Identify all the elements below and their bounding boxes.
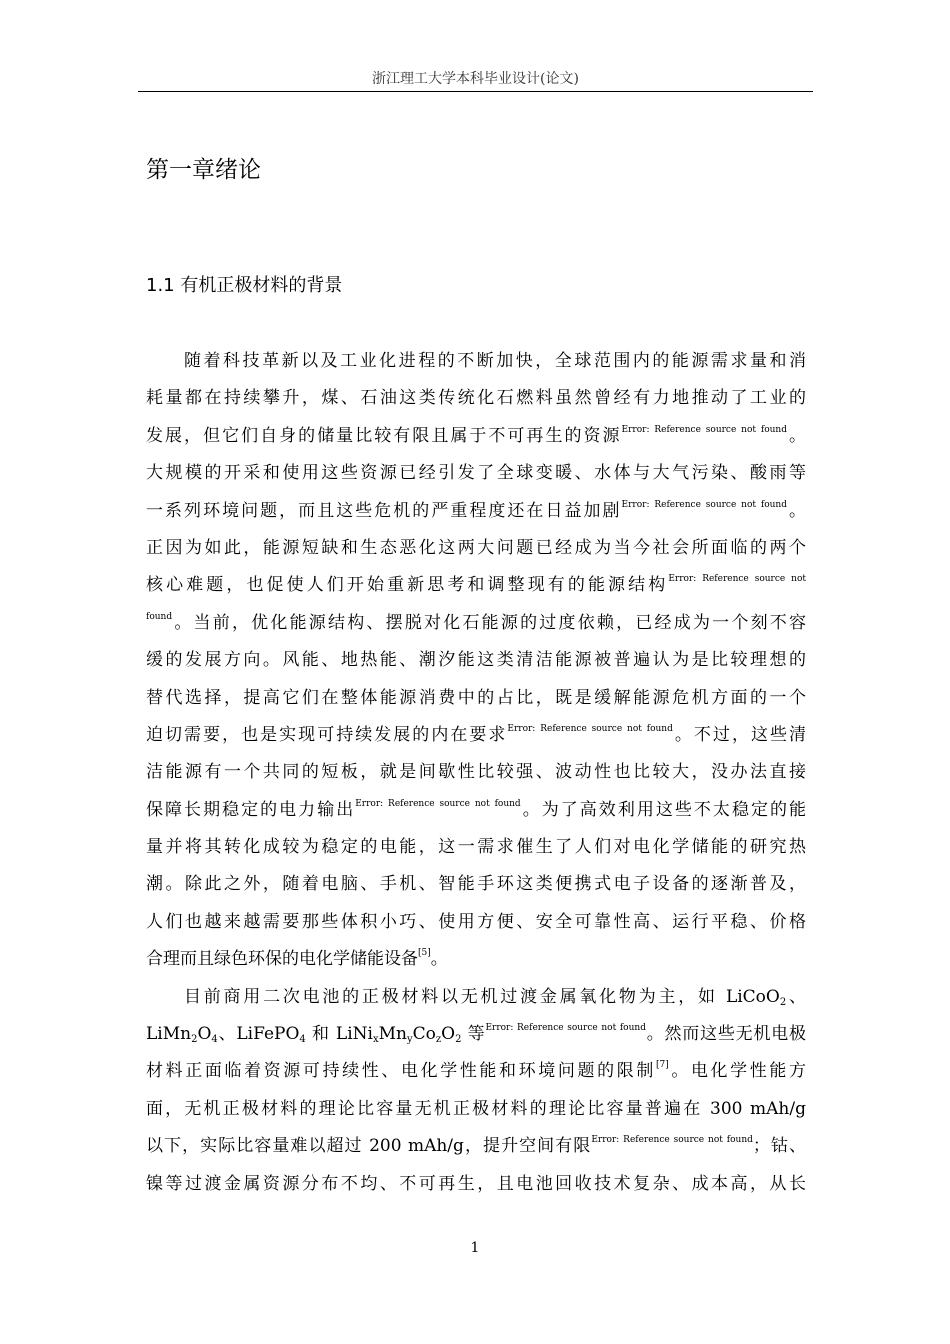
- citation: [7]: [655, 1060, 669, 1071]
- citation-error: Error: Reference source not found: [621, 499, 787, 510]
- citation-error: Error: Reference source not: [668, 574, 806, 585]
- text-line: 洁能源有一个共同的短板，就是间歇性比较强、波动性也比较大，没办法直接: [146, 762, 806, 783]
- page-number: 1: [470, 1240, 480, 1256]
- text-line: 材料正面临着资源可持续性、电化学性能和环境问题的限制[7]。电化学性能方: [146, 1060, 806, 1082]
- text-line: 一系列环境问题，而且这些危机的严重程度还在日益加剧$^{Error: Reference source not found}$。: [146, 499, 806, 521]
- citation-error: Error: Reference source not found: [355, 798, 521, 809]
- text-line: 迫切需要，也是实现可持续发展的内在要求$^{Error: Reference source not found}$。不过，这些清: [146, 723, 806, 745]
- text-line: 核心难题，也促使人们开始重新思考和调整现有的能源结构$^{Error: Reference source not}$: [146, 574, 806, 596]
- citation-error: Error: Reference source not found: [621, 424, 787, 435]
- citation-error: Error: Reference source not found: [485, 1023, 646, 1034]
- citation-error: Error: Reference source not found: [591, 1135, 753, 1146]
- text-line: 耗量都在持续攀升，煤、石油这类传统化石燃料虽然曾经有力地推动了工业的: [146, 388, 806, 409]
- chapter-title: 第一章绪论: [146, 157, 261, 183]
- text-line: 正因为如此，能源短缺和生态恶化这两大问题已经成为当今社会所面临的两个: [146, 537, 806, 558]
- text-line: 潮。除此之外，随着电脑、手机、智能手环这类便携式电子设备的逐渐普及，: [146, 874, 806, 895]
- text-line: 随着科技革新以及工业化进程的不断加快，全球范围内的能源需求量和消: [184, 351, 806, 371]
- text-line: 以下，实际比容量难以超过 200 mAh/g，提升空间有限$^{Error: Reference source not found}$；钴、: [146, 1135, 806, 1157]
- text-line: 人们也越来越需要那些体积小巧、使用方便、安全可靠性高、运行平稳、价格: [146, 911, 806, 932]
- text-line: 镍等过渡金属资源分布不均、不可再生，且电池回收技术复杂、成本高，从长: [146, 1173, 806, 1194]
- text-line: 发展，但它们自身的储量比较有限且属于不可再生的资源$^{Error: Reference source not found}$。: [146, 424, 806, 446]
- body-text: [146, 343, 806, 1203]
- text-line: 缓的发展方向。风能、地热能、潮汐能这类清洁能源被普遍认为是比较理想的: [146, 650, 806, 671]
- citation: [5]: [418, 948, 431, 959]
- section-title: 1.1 有机正极材料的背景: [146, 275, 343, 296]
- running-header: 浙江理工大学本科毕业设计(论文): [138, 70, 813, 92]
- citation-error: Error: Reference source not found: [507, 723, 673, 734]
- text-line: $LiMn_2O_4$、LiFePO$_4$ 和 $LiNi_xMn_yCo_zO_2$ 等$^{Error: Reference source not found}$。然而这些无机电极: [146, 1023, 806, 1046]
- citation-error: found: [146, 611, 173, 622]
- text-line: 替代选择，提高它们在整体能源消费中的占比，既是缓解能源危机方面的一个: [146, 687, 806, 708]
- text-line: 目前商用二次电池的正极材料以无机过渡金属氧化物为主，如 LiCoO$_2$、: [184, 986, 806, 1008]
- text-line: 大规模的开采和使用这些资源已经引发了全球变暖、水体与大气污染、酸雨等: [146, 463, 806, 484]
- text-line: $^{found}$。当前，优化能源结构、摆脱对化石能源的过度依赖，已经成为一个刻不容: [146, 611, 806, 633]
- text-line: 合理而且绿色环保的电化学储能设备[5]。: [146, 948, 448, 970]
- text-line: 量并将其转化成较为稳定的电能，这一需求催生了人们对电化学储能的研究热: [146, 837, 806, 858]
- text-line: 保障长期稳定的电力输出$^{Error: Reference source not found}$。为了高效利用这些不太稳定的能: [146, 798, 806, 820]
- text-line: 面，无机正极材料的理论比容量无机正极材料的理论比容量普遍在 300 mAh/g: [146, 1098, 806, 1119]
